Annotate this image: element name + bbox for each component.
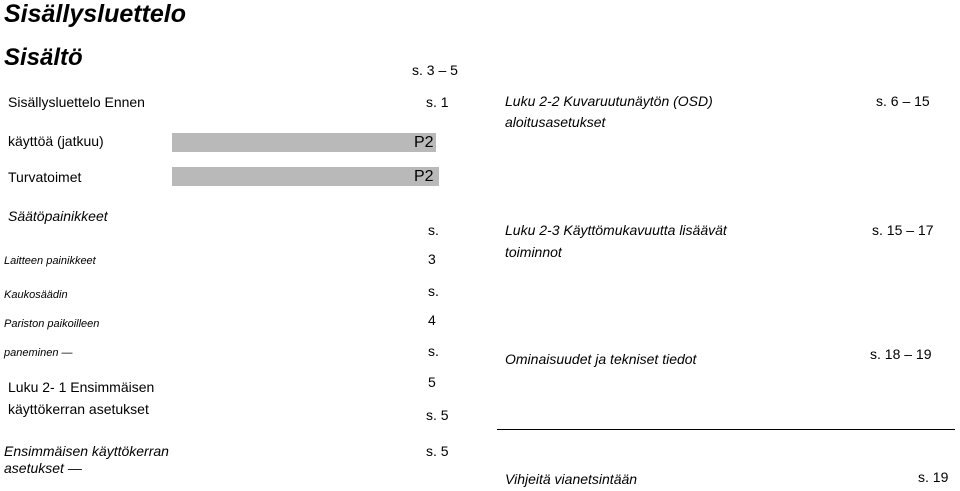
toc-item-device-buttons-page: 3 [428,251,436,267]
toc-features-page: s. 18 – 19 [870,346,932,362]
section-pages: s. 3 – 5 [412,62,458,78]
toc-item-controls[interactable]: Säätöpainikkeet [8,208,108,224]
toc-chapter-2-3-page: s. 15 – 17 [872,222,934,238]
toc-features[interactable]: Ominaisuudet ja tekniset tiedot [505,351,697,367]
toc-item-contents-page: s. 1 [426,94,449,110]
toc-item-battery[interactable]: Pariston paikoilleen [4,318,100,330]
toc-item-inserting[interactable]: paneminen — [4,347,73,359]
page-title: Sisällysluettelo [4,0,187,28]
gray-bar-1 [172,133,436,152]
toc-item-remote[interactable]: Kaukosäädin [4,289,68,301]
section-title: Sisältö [4,44,83,71]
toc-first-use-line1[interactable]: Ensimmäisen käyttökerran [4,443,169,459]
toc-first-use-line2[interactable]: asetukset — [4,460,82,476]
toc-chapter-2-1-line2[interactable]: käyttökerran asetukset [8,401,149,417]
toc-chapter-2-1-line1[interactable]: Luku 2- 1 Ensimmäisen [8,379,155,395]
toc-chapter-2-1-page: s. 5 [426,407,449,423]
toc-first-use-page: s. 5 [426,443,449,459]
toc-chapter-2-3-line1[interactable]: Luku 2-3 Käyttömukavuutta lisäävät [505,222,727,238]
bar-1-label: P2 [414,134,434,151]
toc-item-battery-page: 4 [428,312,436,328]
toc-chapter-2-2-line1[interactable]: Luku 2-2 Kuvaruutunäytön (OSD) [505,93,713,109]
toc-item-device-buttons[interactable]: Laitteen painikkeet [4,255,96,267]
toc-item-contents[interactable]: Sisällysluettelo Ennen [8,94,145,110]
gray-bar-2 [172,167,439,186]
toc-chapter-2-1-page-number: 5 [428,374,436,390]
bar-2-label: P2 [414,168,434,185]
toc-item-safety[interactable]: Turvatoimet [8,169,82,185]
toc-item-before-use[interactable]: käyttöä (jatkuu) [8,133,104,149]
toc-item-inserting-page-prefix: s. [428,343,439,359]
toc-item-controls-page-prefix: s. [428,222,439,238]
toc-chapter-2-2-line2[interactable]: aloitusasetukset [505,114,606,130]
toc-troubleshooting[interactable]: Vihjeitä vianetsintään [505,471,638,487]
toc-item-remote-page-prefix: s. [428,283,439,299]
toc-chapter-2-3-line2[interactable]: toiminnot [505,244,562,260]
toc-chapter-2-2-page: s. 6 – 15 [876,93,930,109]
toc-troubleshooting-page: s. 19 [918,469,949,485]
divider-line [497,429,955,430]
